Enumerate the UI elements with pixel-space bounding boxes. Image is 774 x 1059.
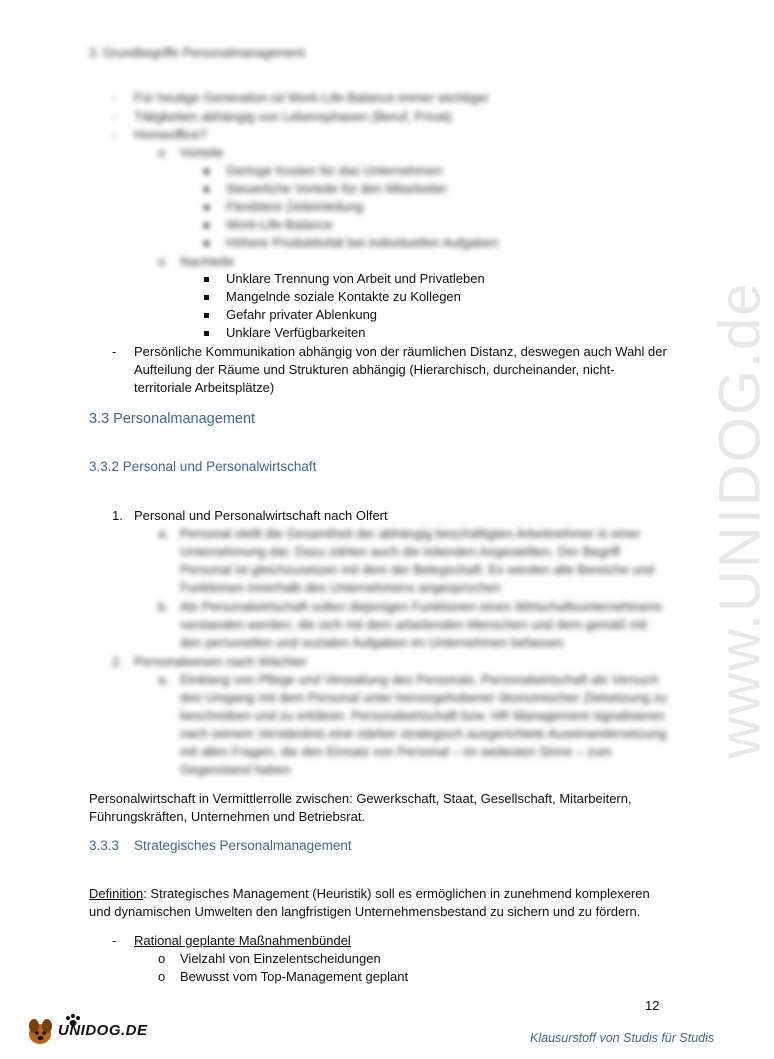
heading-3-3: 3.3 Personalmanagement	[89, 411, 256, 427]
definition-line-2: und dynamischen Umwelten den langfristigen Unternehmensbestand zu sichern und zu fördern.	[89, 904, 641, 919]
bullet-text: Homeoffice?	[134, 127, 207, 142]
square-bullet	[204, 331, 209, 336]
kommunikation-line: Persönliche Kommunikation abhängig von der räumlichen Distanz, deswegen auch Wahl der	[134, 344, 667, 359]
bullet-text: Für heutige Generation ist Work-Life-Balance immer wichtiger	[134, 90, 490, 105]
definition-text: : Strategisches Management (Heuristik) soll es ermöglichen in zunehmend komplexeren	[143, 886, 650, 901]
vorteil-item: Steuerliche Vorteile für den Mitarbeiter	[226, 181, 448, 196]
list-item-1: Personal und Personalwirtschaft nach Olfert	[134, 508, 388, 523]
square-bullet	[204, 169, 209, 174]
item1a-line: Personal ist gleichzusetzen mit dem der Belegschaft. Es werden alle Bereiche und	[180, 562, 655, 577]
page-number: 12	[645, 998, 660, 1013]
item2a-line: mit allen Fragen, die den Einsatz von Personal – im weitesten Sinne – zum	[180, 744, 612, 759]
square-bullet	[204, 295, 209, 300]
circle-bullet: o	[158, 254, 166, 269]
heading-3-3-3-text: Strategisches Personalmanagement	[134, 838, 352, 853]
rational-label: Rational geplante Maßnahmenbündel	[134, 933, 351, 948]
item1a-line: Personal stellt die Gesamtheit der abhängig beschäftigten Arbeitnehmer in einer	[180, 526, 641, 541]
item2a-line: Einklang von Pflege und Verwaltung des Personals. Personalwirtschaft als Versuch	[180, 672, 659, 687]
list-item-2: Personalwesen nach Wächter	[134, 654, 307, 669]
item2a-line: Gegenstand haben	[180, 762, 291, 777]
dash-bullet: -	[112, 90, 117, 105]
item2a-line: beschreiben und zu erklären. Personalwirtschaft bzw. HR Management signalisieren	[180, 708, 665, 723]
vermittler-line: Personalwirtschaft in Vermittlerrolle zwischen: Gewerkschaft, Staat, Gesellschaft, Mitarbeitern,	[89, 791, 632, 806]
square-bullet	[204, 277, 209, 282]
nachteil-item: Mangelnde soziale Kontakte zu Kollegen	[226, 289, 461, 304]
square-bullet	[204, 313, 209, 318]
sub-label: a.	[158, 672, 169, 687]
square-bullet	[204, 187, 209, 192]
circle-bullet: o	[158, 951, 166, 966]
kommunikation-line: territoriale Arbeitsplätze)	[134, 380, 275, 395]
nachteile-label: Nachteile	[180, 254, 235, 269]
heading-3-3-3-number: 3.3.3	[89, 838, 120, 853]
dash-bullet: -	[112, 933, 117, 948]
vorteil-item: Flexiblere Zeiteinteilung	[226, 199, 364, 214]
item1a-line: Funktionen innerhalb des Unternehmens angesprochen	[180, 580, 501, 595]
vorteil-item: Höhere Produktivität bei individuellen Aufgaben	[226, 235, 499, 250]
sub-label: b.	[158, 599, 169, 614]
vorteil-item: Geringe Kosten für das Unternehmen	[226, 163, 443, 178]
logo-text: UNIDOG.DE	[58, 1022, 148, 1039]
item1b-line: den personellen und sozialen Aufgaben im Unternehmen befassen	[180, 635, 564, 650]
item1a-line: Unternehmung dar. Dazu zählen auch die leitenden Angestellten. Der Begriff	[180, 544, 620, 559]
list-number: 1.	[112, 508, 123, 523]
definition-label: Definition	[89, 886, 144, 901]
sub-label: a.	[158, 526, 169, 541]
dash-bullet: -	[112, 127, 117, 142]
list-number: 2.	[112, 654, 123, 669]
rational-item: Bewusst vom Top-Management geplant	[180, 969, 409, 984]
rational-item: Vielzahl von Einzelentscheidungen	[180, 951, 381, 966]
circle-bullet: o	[158, 145, 166, 160]
kommunikation-line: Aufteilung der Räume und Strukturen abhängig (Hierarchisch, durcheinander, nicht-	[134, 362, 615, 377]
square-bullet	[204, 205, 209, 210]
dash-bullet: -	[112, 109, 117, 124]
item1b-line: verstanden werden, die sich mit dem arbeitenden Menschen und dem gemäß mit	[180, 617, 647, 632]
dash-bullet: -	[112, 344, 117, 359]
nachteil-item: Unklare Verfügbarkeiten	[226, 325, 366, 340]
watermark-text: www.UNIDOG.de	[707, 281, 773, 759]
square-bullet	[204, 241, 209, 246]
nachteil-item: Unklare Trennung von Arbeit und Privatleben	[226, 271, 485, 286]
item2a-line: nach seinem Verständnis eine stärker strategisch ausgerichtete Auseinandersetzung	[180, 726, 667, 741]
item1b-line: Als Personalwirtschaft sollen diejenigen Funktionen eines Wirtschaftsunternehmens	[180, 599, 662, 614]
circle-bullet: o	[158, 969, 166, 984]
square-bullet	[204, 223, 209, 228]
vorteile-label: Vorteile	[180, 145, 224, 160]
bullet-text: Tätigkeiten abhängig von Lebensphasen (Beruf, Privat)	[134, 109, 452, 124]
section-heading: 3. Grundbegriffe Personalmanagement	[89, 46, 305, 60]
footer-tagline: Klausurstoff von Studis für Studis	[530, 1031, 715, 1045]
item2a-line: den Umgang mit dem Personal unter hervorgehobener ökonomischer Zielsetzung zu	[180, 690, 668, 705]
nachteil-item: Gefahr privater Ablenkung	[226, 307, 378, 322]
definition-line-1	[89, 886, 650, 901]
vorteil-item: Work-Life-Balance	[226, 217, 333, 232]
vermittler-line: Führungskräften, Unternehmen und Betriebsrat.	[89, 809, 366, 824]
heading-3-3-2: 3.3.2 Personal und Personalwirtschaft	[89, 459, 317, 474]
